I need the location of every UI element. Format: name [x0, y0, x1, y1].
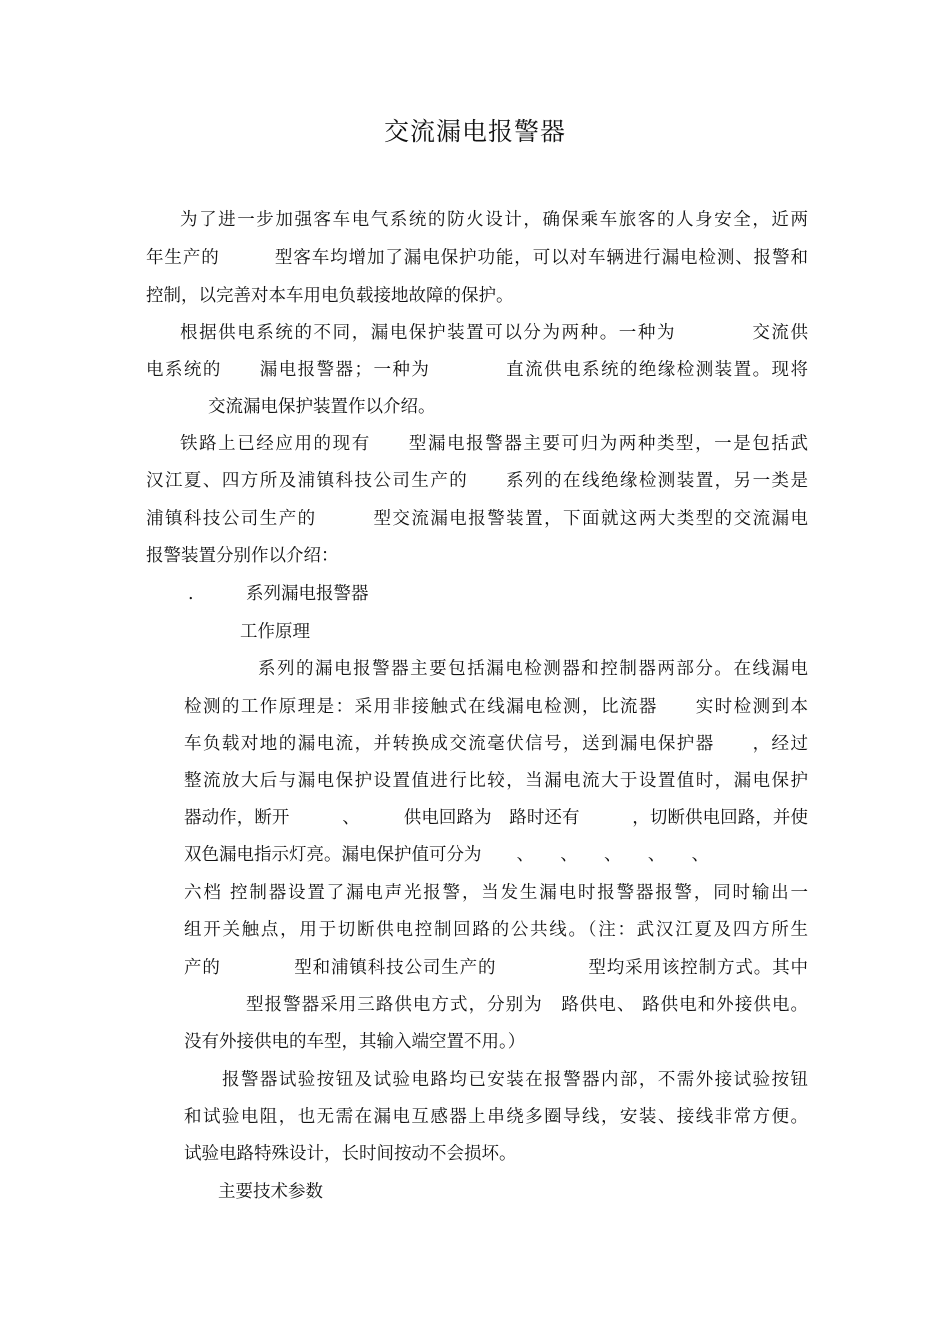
paragraph-line: 六档 控制器设置了漏电声光报警，当发生漏电时报警器报警，同时输出一: [184, 883, 808, 903]
subsection-heading: 主要技术参数: [218, 1182, 323, 1202]
paragraph-line: 没有外接供电的车型，其输入端空置不用。）: [184, 1032, 526, 1052]
paragraph-line: 年生产的 型客车均增加了漏电保护功能，可以对车辆进行漏电检测、报警和: [146, 248, 808, 268]
paragraph-line: 试验电路特殊设计，长时间按动不会损坏。: [184, 1144, 517, 1164]
document-title: 交流漏电报警器: [383, 117, 566, 146]
paragraph-line: 型报警器采用三路供电方式，分别为 路供电、 路供电和外接供电。: [246, 995, 808, 1015]
paragraph-line: 检测的工作原理是：采用非接触式在线漏电检测，比流器 实时检测到本: [184, 697, 808, 717]
paragraph-line: 和试验电阻，也无需在漏电互感器上串绕多圈导线，安装、接线非常方便。: [184, 1107, 808, 1127]
paragraph-line: 组开关触点，用于切断供电控制回路的公共线。（注：武汉江夏及四方所生: [184, 920, 808, 940]
paragraph-line: 浦镇科技公司生产的 型交流漏电报警装置，下面就这两大类型的交流漏电: [146, 509, 808, 529]
paragraph-line: 汉江夏、四方所及浦镇科技公司生产的 系列的在线绝缘检测装置，另一类是: [146, 471, 808, 491]
paragraph-line: 报警装置分别作以介绍：: [146, 546, 339, 566]
paragraph-line: 交流漏电保护装置作以介绍。: [208, 397, 436, 417]
paragraph-line: 系列的漏电报警器主要包括漏电检测器和控制器两部分。在线漏电: [258, 659, 808, 679]
subsection-heading: 工作原理: [240, 622, 310, 642]
paragraph-line: 整流放大后与漏电保护设置值进行比较，当漏电流大于设置值时，漏电保护: [184, 771, 808, 791]
paragraph-line: 根据供电系统的不同，漏电保护装置可以分为两种。一种为 交流供: [180, 323, 808, 343]
paragraph-line: 铁路上已经应用的现有 型漏电报警器主要可归为两种类型，一是包括武: [180, 434, 808, 454]
section-heading: 系列漏电报警器: [246, 584, 369, 604]
paragraph-line: 车负载对地的漏电流，并转换成交流毫伏信号，送到漏电保护器 ，经过: [184, 734, 808, 754]
paragraph-line: 产的 型和浦镇科技公司生产的 型均采用该控制方式。其中: [184, 958, 808, 978]
paragraph-line: 电系统的 漏电报警器；一种为 直流供电系统的绝缘检测装置。现将: [146, 360, 808, 380]
paragraph-line: 器动作，断开 、 供电回路为 路时还有 ，切断供电回路，并使: [184, 808, 808, 828]
paragraph-line: 为了进一步加强客车电气系统的防火设计，确保乘车旅客的人身安全，近两: [180, 210, 808, 230]
paragraph-line: 双色漏电指示灯亮。漏电保护值可分为 、 、 、 、 、: [184, 845, 709, 865]
section-number: .: [188, 584, 194, 604]
paragraph-line: 报警器试验按钮及试验电路均已安装在报警器内部，不需外接试验按钮: [222, 1070, 808, 1090]
paragraph-line: 控制，以完善对本车用电负载接地故障的保护。: [146, 286, 514, 306]
